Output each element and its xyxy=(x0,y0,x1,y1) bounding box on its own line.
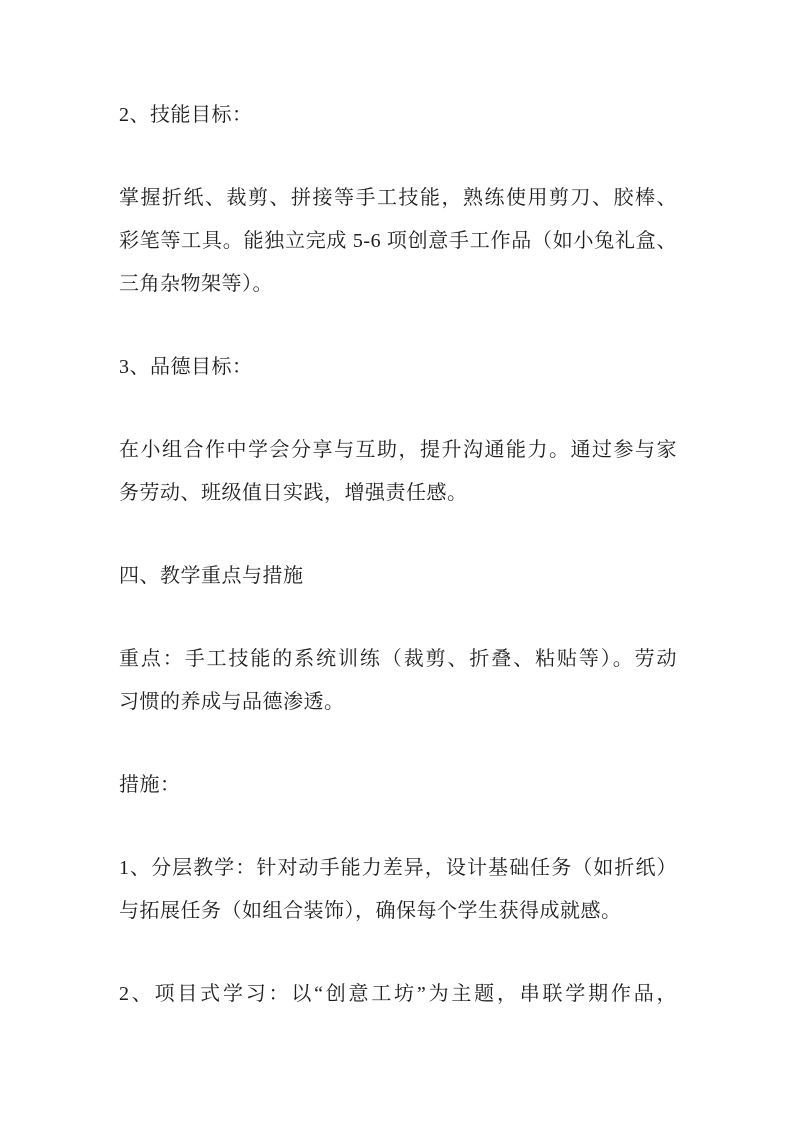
text-line: 务劳动、班级值日实践，增强责任感。 xyxy=(119,482,468,504)
heading-skill-goal xyxy=(119,94,677,137)
text-line: 措施： xyxy=(119,774,181,796)
paragraph-measure-1 xyxy=(119,847,677,933)
heading-moral-goal xyxy=(119,346,677,389)
paragraph-focus-body xyxy=(119,638,677,724)
text-line: 三角杂物架等）。 xyxy=(119,273,273,295)
document-body xyxy=(119,94,677,1016)
text-line: 1、分层教学：针对动手能力差异，设计基础任务（如折纸） xyxy=(119,857,677,879)
text-line: 四、教学重点与措施 xyxy=(119,565,304,587)
paragraph-skill-goal-body xyxy=(119,177,677,306)
heading-measures xyxy=(119,764,677,807)
text-line: 重点：手工技能的系统训练（裁剪、折叠、粘贴等）。劳动 xyxy=(119,648,677,670)
text-line: 在小组合作中学会分享与互助，提升沟通能力。通过参与家 xyxy=(119,439,677,461)
heading-teaching-focus xyxy=(119,555,677,598)
paragraph-moral-goal-body xyxy=(119,429,677,515)
paragraph-measure-2 xyxy=(119,973,677,1016)
text-line: 2、项目式学习：以“创意工坊”为主题，串联学期作品， xyxy=(119,983,677,1005)
text-line: 习惯的养成与品德渗透。 xyxy=(119,691,345,713)
text-line: 2、技能目标： xyxy=(119,104,253,126)
text-line: 与拓展任务（如组合装饰），确保每个学生获得成就感。 xyxy=(119,900,622,922)
text-line: 3、品德目标： xyxy=(119,356,253,378)
text-line: 彩笔等工具。能独立完成 5-6 项创意手工作品（如小兔礼盒、 xyxy=(119,230,677,252)
text-line: 掌握折纸、裁剪、拼接等手工技能，熟练使用剪刀、胶棒、 xyxy=(119,187,677,209)
